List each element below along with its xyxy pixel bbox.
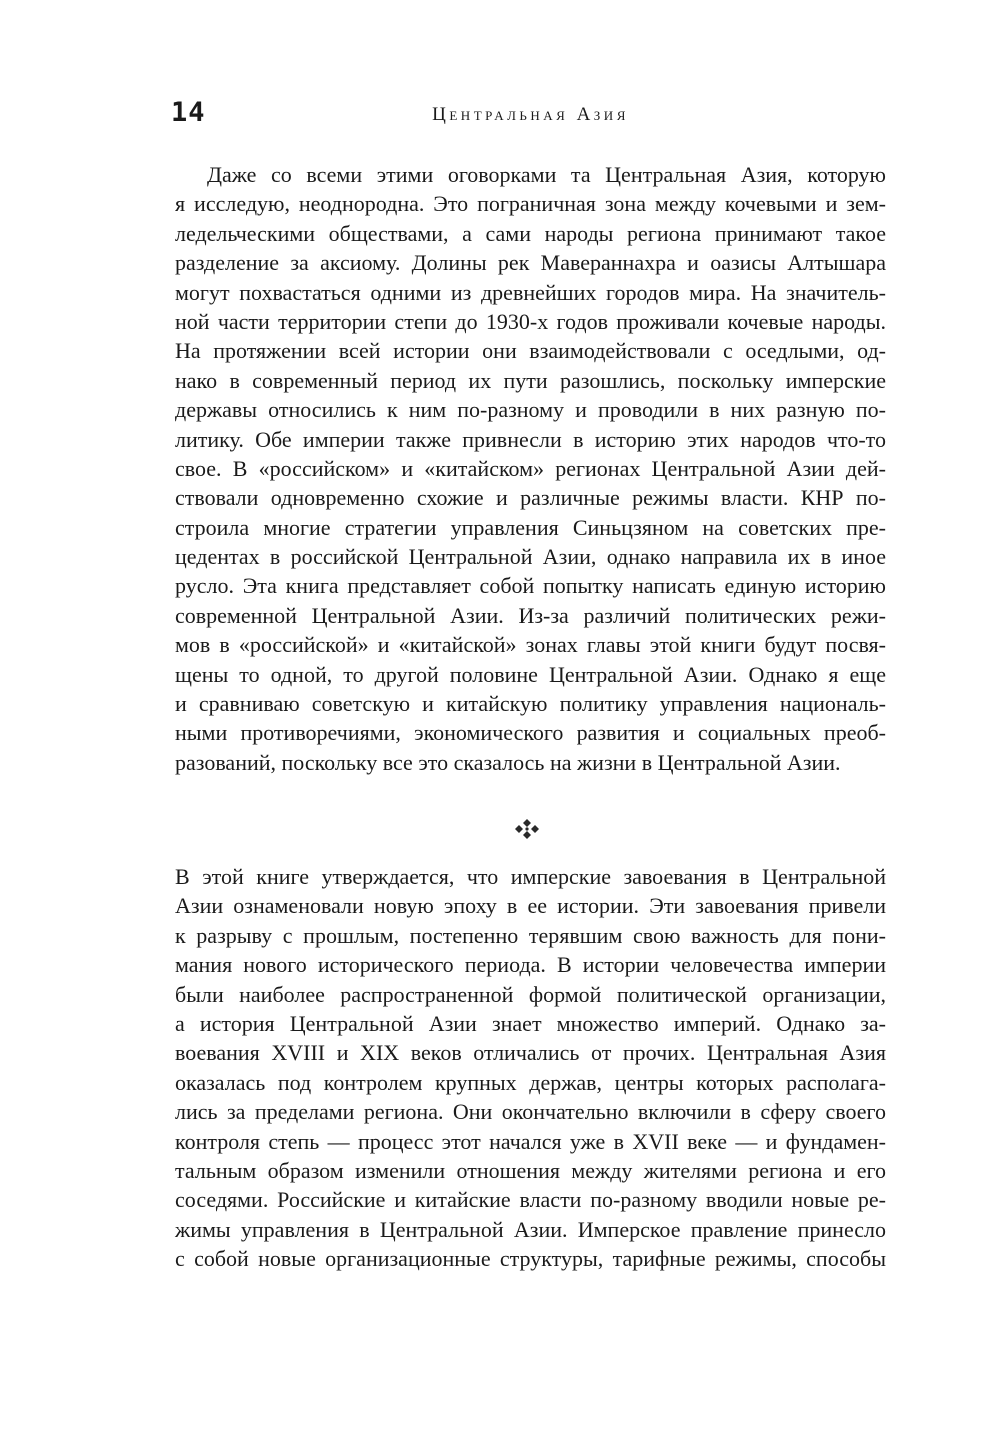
text-line: ствовали одновременно схожие и различные режимы власти. КНР по- [175, 485, 886, 511]
text-line: жимы управления в Центральной Азии. Имперское правление принесло [175, 1216, 886, 1242]
text-line: литику. Обе империи также привнесли в историю этих народов что-то [175, 426, 886, 452]
text-line: ной части территории степи до 1930-х годов проживали кочевые народы. [175, 308, 886, 334]
text-line: разделение за аксиому. Долины рек Мавераннахра и оазисы Алтышара [175, 250, 886, 276]
paragraph-2 [175, 862, 886, 1273]
text-line: щены то одной, то другой половине Центральной Азии. Однако я еще [175, 661, 886, 687]
text-line: нако в современный период их пути разошлись, поскольку имперские [175, 367, 886, 393]
text-line: Азии ознаменовали новую эпоху в ее истории. Эти завоевания привели [175, 893, 886, 919]
text-line: цедентах в российской Центральной Азии, однако направила их в иное [175, 544, 886, 570]
text-line: тальным образом изменили отношения между жителями региона и его [175, 1157, 886, 1183]
text-line: к разрыву с прошлым, постепенно терявшим свою важность для пони- [175, 922, 886, 948]
paragraph-1 [175, 160, 886, 777]
text-line: В этой книге утверждается, что имперские завоевания в Центральной [175, 864, 886, 889]
text-line: я исследую, неоднородна. Это пограничная зона между кочевыми и зем- [175, 191, 886, 217]
running-header: Центральная Азия [432, 104, 629, 125]
text-line: Даже со всеми этими оговорками та Центральная Азия, которую [207, 162, 886, 187]
text-line: а история Центральной Азии знает множество империй. Однако за- [175, 1010, 886, 1036]
text-line: мания нового исторического периода. В истории человечества империи [175, 952, 886, 978]
fleuron-icon [513, 818, 541, 840]
text-line: воевания XVIII и XIX веков отличались от прочих. Центральная Азия [175, 1040, 886, 1066]
text-line: ледельческими обществами, а сами народы региона принимают такое [175, 220, 886, 246]
text-line: свое. В «российском» и «китайском» регионах Центральной Азии дей- [175, 455, 886, 481]
text-line: современной Центральной Азии. Из-за различий политических режи- [175, 602, 886, 628]
text-line: разований, поскольку все это сказалось на жизни в Центральной Азии. [175, 749, 841, 775]
text-line: русло. Эта книга представляет собой попытку написать единую историю [175, 573, 886, 599]
text-line: могут похвастаться одними из древнейших городов мира. На значитель- [175, 279, 886, 305]
text-line: ными противоречиями, экономического развития и социальных преоб- [175, 720, 886, 746]
text-line: с собой новые организационные структуры, тарифные режимы, способы [175, 1246, 886, 1272]
text-line: оказалась под контролем крупных держав, центры которых располага- [175, 1069, 886, 1095]
text-line: и сравниваю советскую и китайскую политику управления националь- [175, 691, 886, 717]
page-number: 14 [171, 97, 206, 128]
text-line: державы относились к ним по-разному и проводили в них разную по- [175, 397, 886, 423]
text-line: На протяжении всей истории они взаимодействовали с оседлыми, од- [175, 338, 886, 364]
text-line: контроля степь — процесс этот начался уже в XVII веке — и фундамен- [175, 1128, 886, 1154]
text-line: лись за пределами региона. Они окончательно включили в сферу своего [175, 1099, 886, 1125]
text-line: строила многие стратегии управления Синьцзяном на советских пре- [175, 514, 886, 540]
text-line: соседями. Российские и китайские власти по-разному вводили новые ре- [175, 1187, 886, 1213]
text-line: мов в «российской» и «китайской» зонах главы этой книги будут посвя- [175, 632, 886, 658]
text-line: были наиболее распространенной формой политической организации, [175, 981, 886, 1007]
